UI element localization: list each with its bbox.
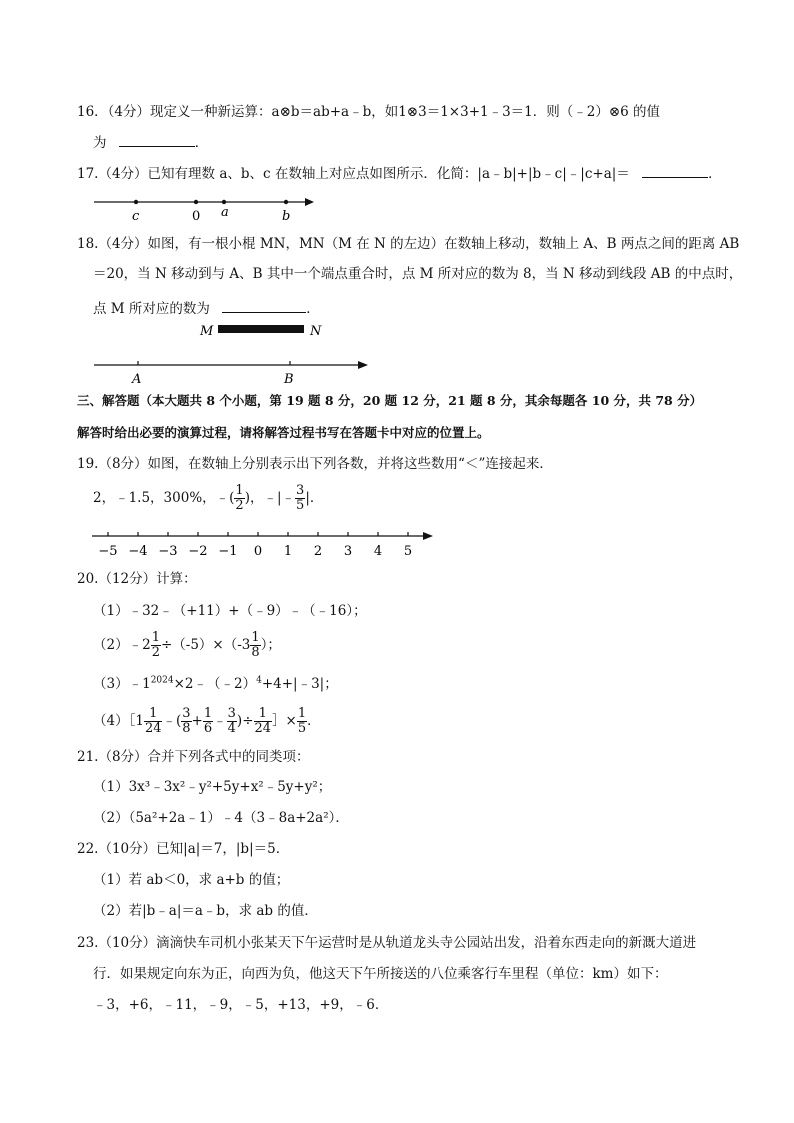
q21-part2: （2）（5a²+2a﹣1）﹣4（3﹣8a+2a²）．: [93, 810, 349, 826]
q20-p3-a: （3）﹣1: [93, 676, 151, 692]
q19-nums-c: |．: [305, 490, 324, 506]
q20-p2-frac1: [151, 631, 161, 660]
q20-p4-frac6: [297, 707, 307, 736]
q20-p4-f5-num: 1: [254, 707, 273, 722]
q18-prefix: 点 M 所对应的数为: [93, 301, 210, 317]
section3-note: 解答时给出必要的演算过程，请将解答过程书写在答题卡中对应的位置上。: [77, 425, 490, 440]
q19-frac-2: [295, 484, 305, 513]
q19-tick-label: 2: [313, 544, 323, 559]
q22-part1: （1）若 ab＜0，求 a+b 的值；: [93, 872, 290, 888]
q20-p4-frac2: [181, 707, 191, 736]
q20-text: 20.（12分）计算：: [77, 571, 197, 587]
q19-frac1-den: 2: [235, 498, 244, 513]
q20-p4-f6-den: 5: [297, 721, 307, 736]
q19-tick-label: 3: [343, 544, 353, 559]
q22-part2: （2）若|b﹣a|＝a﹣b，求 ab 的值．: [93, 903, 318, 919]
q20-p4-b: ﹣(: [162, 713, 182, 729]
q20-part3: [93, 674, 338, 694]
q23-line3: ﹣3，+6，﹣11，﹣9，﹣5，+13，+9，﹣6．: [93, 997, 389, 1013]
q20-p4-f3-num: 1: [203, 706, 213, 721]
q17-axis-arrow: [305, 198, 314, 206]
q20-p4-d: ］×: [272, 713, 297, 729]
q20-p4-frac4: [227, 707, 237, 736]
q20-p2-c: ）；: [260, 637, 281, 653]
q17-label-c: c: [132, 209, 140, 224]
q21-text: 21.（8分）合并下列各式中的同类项：: [77, 749, 310, 765]
q18-line3: [93, 298, 320, 319]
q20-p2-f2-num: 1: [251, 630, 260, 645]
q19-tick-label: 5: [403, 544, 413, 559]
q17-question: 17.（4分）已知有理数 a、b、c 在数轴上对应点如图所示．化简：|a﹣b|+|b﹣c|﹣|c+a|＝: [77, 166, 630, 182]
q19-tick-label: −4: [128, 544, 148, 559]
q20-p2-f1-num: 1: [151, 630, 160, 645]
q20-p3-b: ×2﹣（﹣2）: [173, 676, 257, 692]
q20-p3-c: +4+|﹣3|；: [261, 676, 338, 692]
q19-nums-a: 2，﹣1.5，300%，﹣(: [93, 490, 235, 506]
q18-line1: 18.（4分）如图，有一根小棍 MN，MN（M 在 N 的左边）在数轴上移动，数轴上 A、B 两点之间的距离 AB: [77, 236, 740, 252]
q20-p4-minus: ﹣: [213, 713, 227, 729]
q17-label-zero: 0: [192, 209, 201, 224]
q18-label-N: N: [310, 324, 322, 339]
q20-p2-f2-den: 8: [251, 645, 260, 660]
q17-number-line: [90, 192, 330, 226]
q20-p4-a: （4）［1: [93, 713, 144, 729]
q18-answer-blank[interactable]: [222, 298, 306, 313]
q20-p4-f4-num: 3: [227, 706, 236, 721]
q19-tick-label: −2: [188, 544, 208, 559]
q19-frac1-num: 1: [235, 483, 244, 498]
q19-tick-label: 4: [373, 544, 383, 559]
q17-label-b: b: [282, 209, 291, 224]
q19-tick-label: 1: [283, 544, 293, 559]
q20-p4-f4-den: 4: [227, 721, 236, 736]
q20-part2: [93, 628, 281, 662]
q18-axis-arrow: [358, 361, 368, 369]
q20-part1: （1）﹣32﹣（+11）+（﹣9）﹣（﹣16）；: [93, 603, 367, 619]
q20-p4-frac1: [144, 707, 163, 736]
q20-p4-f1-num: 1: [144, 707, 163, 722]
q16-answer-blank[interactable]: [119, 132, 195, 147]
q17-text: [77, 163, 722, 184]
q19-tick-label: −3: [158, 544, 178, 559]
q18-end: ．: [306, 301, 320, 317]
q19-frac-1: [234, 484, 244, 513]
q19-number-line: [90, 526, 440, 562]
q20-p3-exp1: 2024: [150, 675, 174, 686]
q16-line1: 16．（4分）现定义一种新运算：a⊗b＝ab+a﹣b，如1⊗3＝1×3+1﹣3＝1．则（﹣2）⊗6 的值: [77, 104, 661, 120]
q18-label-B: B: [284, 372, 294, 387]
q17-point-c: [134, 200, 138, 204]
q18-figure: [90, 318, 380, 388]
q23-line2: 行．如果规定向东为正，向西为负，他这天下午所接送的八位乘客行车里程（单位：km）如下：: [93, 966, 668, 982]
q16-prefix: 为: [93, 135, 107, 151]
q23-line1: 23.（10分）滴滴快车司机小张某天下午运营时是从轨道龙头寺公园站出发，沿着东西走向的新溉大道进: [77, 935, 697, 951]
q20-p4-plus: +: [191, 713, 203, 729]
q20-p4-frac5: [254, 707, 273, 736]
q20-p4-f5-den: 24: [254, 721, 272, 736]
q19-frac2-num: 3: [296, 483, 305, 498]
q19-frac2-den: 5: [296, 498, 305, 513]
q22-text: 22.（10分）已知|a|＝7，|b|＝5．: [77, 841, 290, 857]
q20-p4-f1-den: 24: [144, 721, 162, 736]
q20-p2-a: （2）﹣2: [93, 637, 151, 653]
section3-heading: 三、解答题（本大题共 8 个小题，第 19 题 8 分，20 题 12 分，21 题 8 分，其余每题各 10 分，共 78 分）: [77, 393, 703, 408]
q20-p4-f6-num: 1: [297, 706, 307, 721]
q20-p4-frac3: [203, 707, 213, 736]
q20-p3-exp2: 4: [256, 675, 262, 686]
q17-point-a: [222, 200, 226, 204]
q17-answer-blank[interactable]: [642, 163, 708, 178]
q20-p2-f1-den: 2: [151, 645, 160, 660]
q18-stick-MN: [218, 325, 304, 333]
q16-line2: [93, 132, 208, 153]
q17-label-a: a: [221, 205, 229, 220]
q16-end: ．: [194, 135, 209, 151]
q18-label-A: A: [132, 372, 142, 387]
q20-p2-frac2: [250, 631, 260, 660]
q20-p4-e: ．: [307, 713, 321, 729]
q19-tick-label: 0: [253, 544, 263, 559]
q17-end: ．: [708, 166, 722, 182]
q19-tick-label: −1: [218, 544, 238, 559]
q20-p4-f3-den: 6: [203, 721, 213, 736]
q21-part1: （1）3x³﹣3x²﹣y²+5y+x²﹣5y+y²；: [93, 779, 332, 795]
q20-p4-f2-num: 3: [182, 706, 191, 721]
q19-text: 19.（8分）如图，在数轴上分别表示出下列各数，并将这些数用“＜”连接起来．: [77, 456, 553, 472]
q19-nums-b: )，﹣|﹣: [244, 490, 296, 506]
q20-p4-f2-den: 8: [182, 721, 191, 736]
q18-line2: ＝20，当 N 移动到与 A、B 其中一个端点重合时，点 M 所对应的数为 8，当 N 移动到线段 AB 的中点时，: [93, 266, 743, 282]
q19-tick-label: −5: [98, 544, 118, 559]
q20-p2-b: ÷（-5）×（-3: [160, 637, 251, 653]
q18-label-M: M: [200, 324, 214, 339]
q17-point-b: [284, 200, 288, 204]
q19-numbers: [93, 483, 323, 513]
q20-p4-c: )÷: [236, 713, 254, 729]
q19-axis-arrow: [423, 532, 433, 540]
q20-part4: [93, 704, 321, 738]
q17-point-zero: [194, 200, 198, 204]
